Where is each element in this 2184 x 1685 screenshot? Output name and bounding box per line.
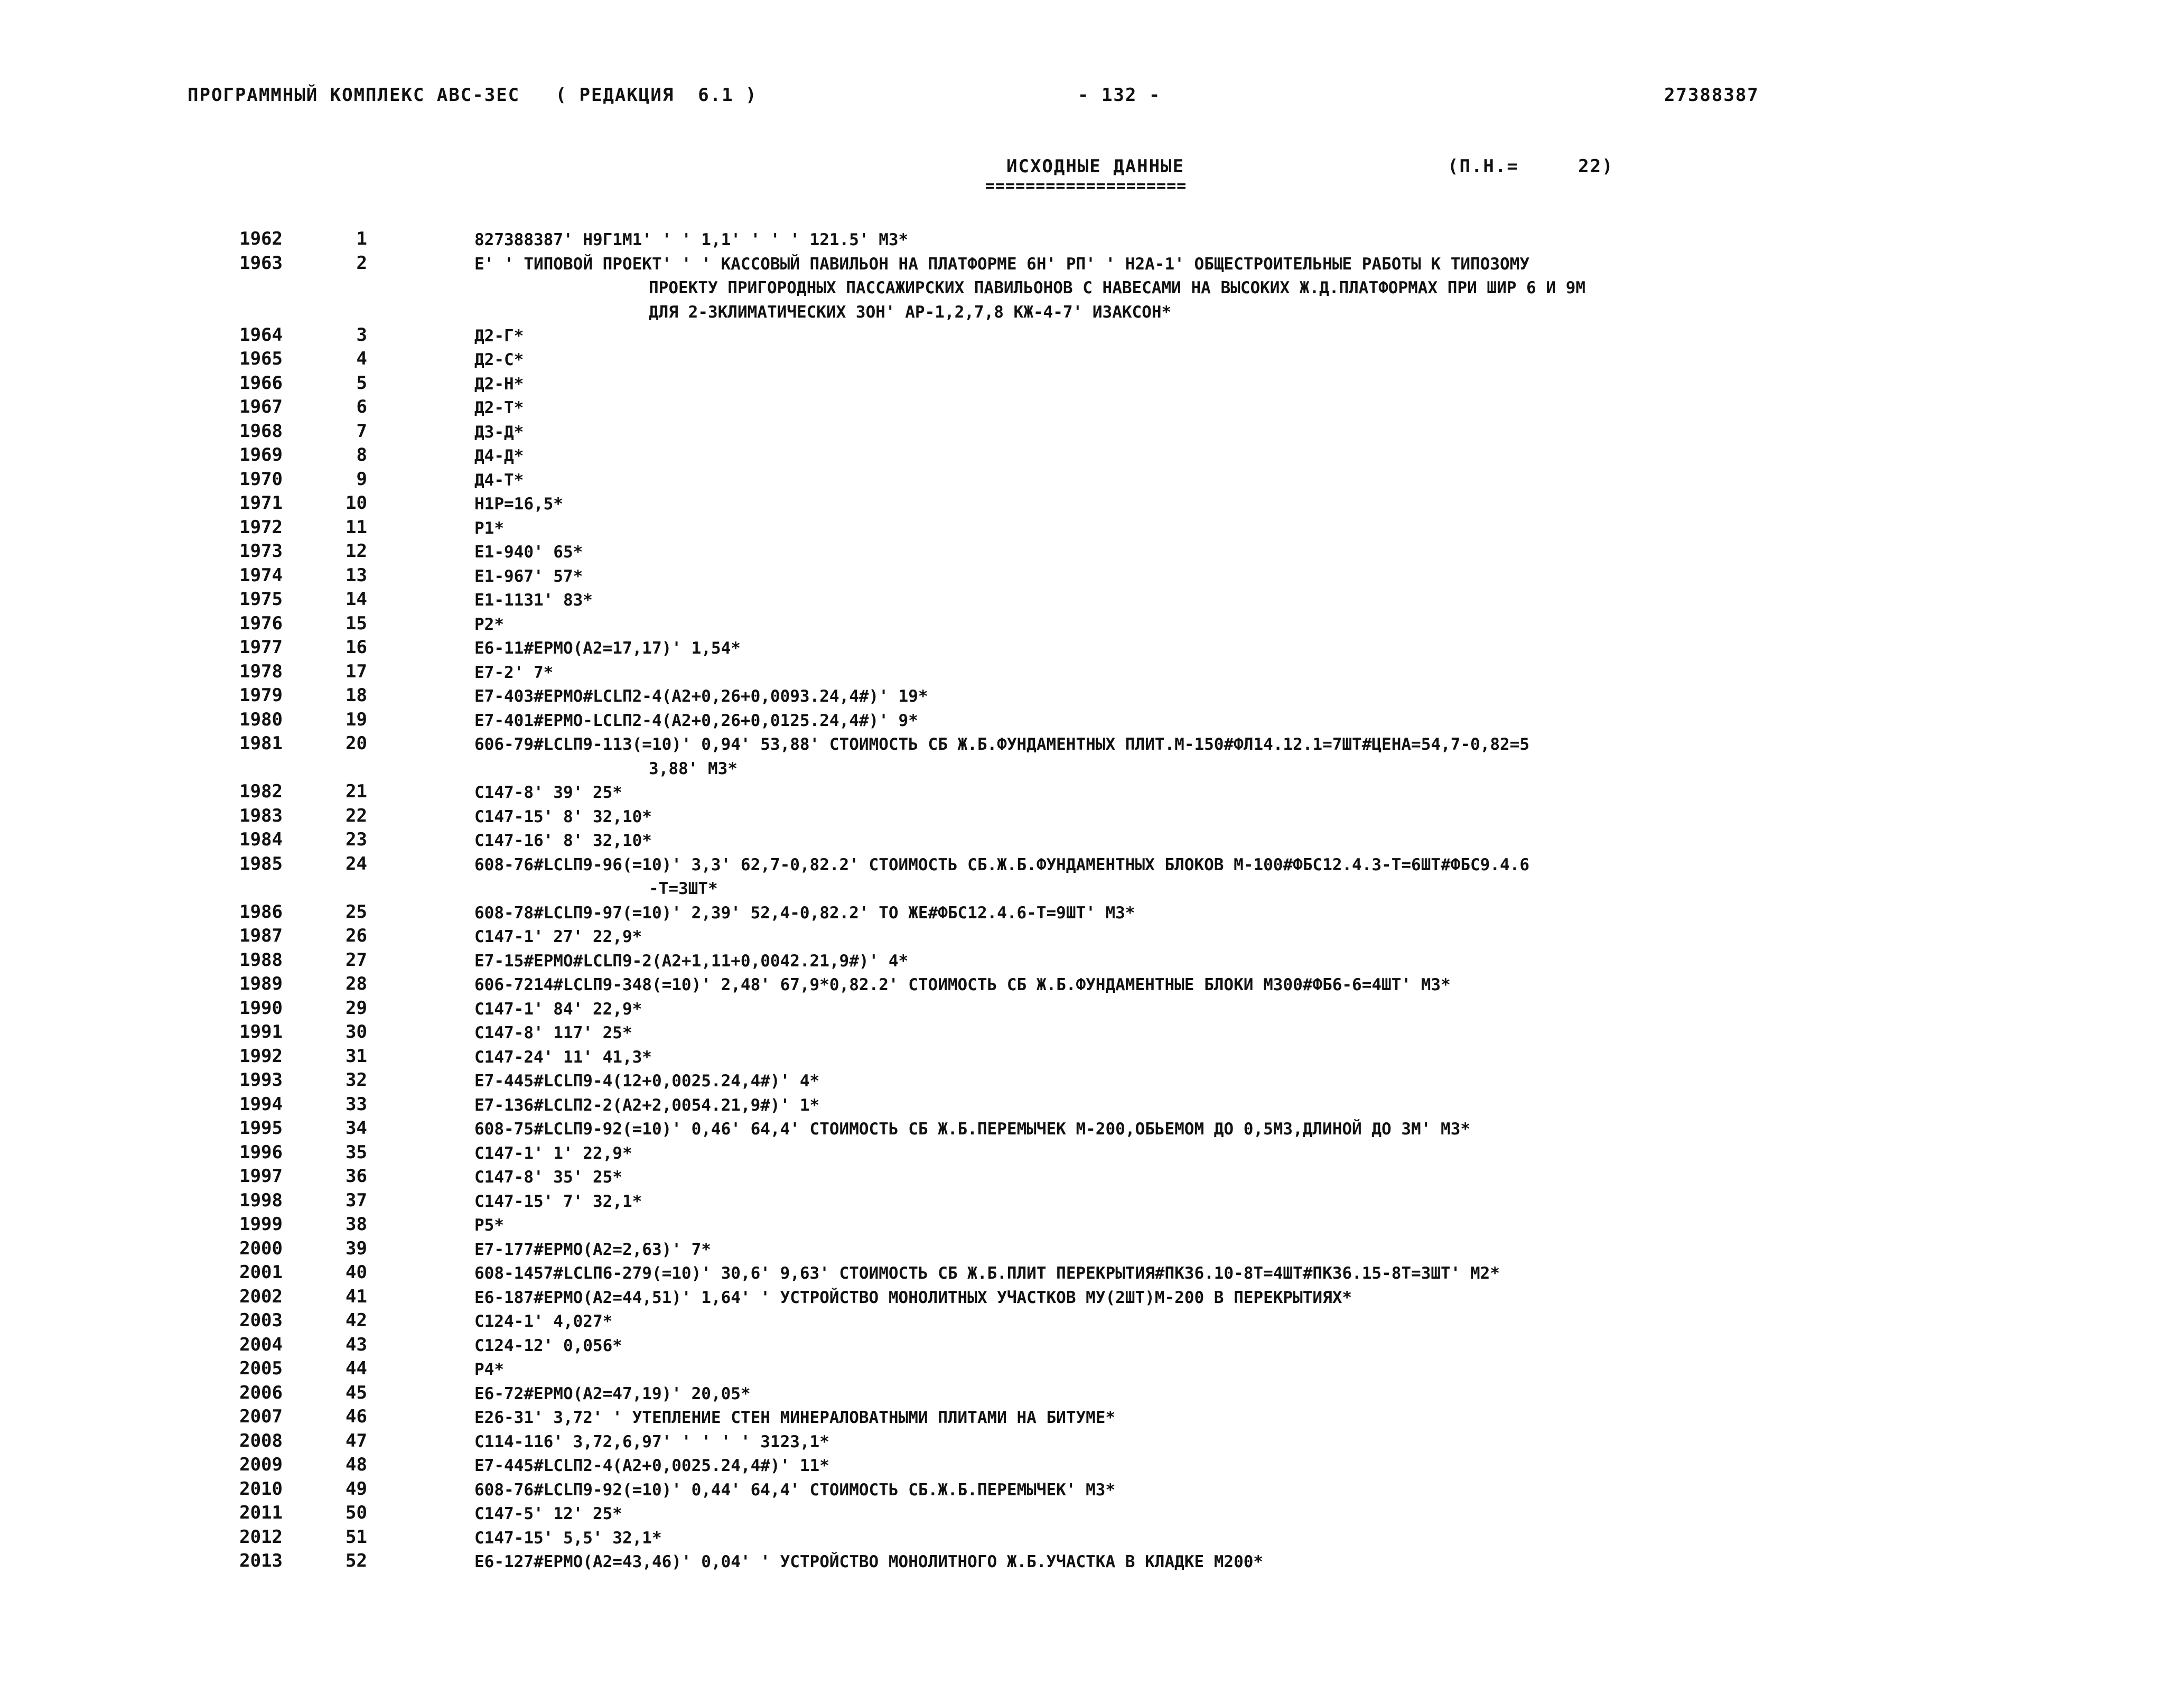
line-number: 12 bbox=[346, 541, 367, 562]
record-continuation-line: ПРОЕКТУ ПРИГОРОДНЫХ ПАССАЖИРСКИХ ПАВИЛЬОНОВ С НАВЕСАМИ НА ВЫСОКИХ Ж.Д.ПЛАТФОРМАХ ПРИ ШИР 6 И 9М bbox=[649, 278, 1586, 297]
sequence-number: 1995 bbox=[239, 1118, 283, 1139]
line-number: 4 bbox=[356, 348, 367, 369]
listing-row bbox=[0, 348, 2184, 373]
sequence-number: 2004 bbox=[239, 1334, 283, 1355]
record-text bbox=[474, 1310, 2006, 1334]
record-text bbox=[474, 541, 2006, 565]
listing-row bbox=[0, 444, 2184, 469]
line-number: 17 bbox=[346, 660, 367, 682]
record-text-line: Д2-Н* bbox=[474, 374, 524, 394]
record-text-line: Д3-Д* bbox=[474, 422, 524, 442]
line-number: 28 bbox=[346, 973, 367, 994]
record-text-line: Е1-967' 57* bbox=[474, 566, 583, 586]
record-text-line: Е7-445#LCLП2-4(А2+0,0025.24,4#)' 11* bbox=[474, 1456, 829, 1475]
line-number: 25 bbox=[346, 901, 367, 923]
line-number: 39 bbox=[346, 1237, 367, 1259]
record-text-line: С147-8' 35' 25* bbox=[474, 1168, 622, 1187]
sequence-number: 2003 bbox=[239, 1310, 283, 1331]
listing-row bbox=[0, 589, 2184, 613]
sequence-number: 1965 bbox=[239, 348, 283, 369]
line-number: 49 bbox=[346, 1478, 367, 1500]
record-text bbox=[474, 733, 2006, 781]
record-text bbox=[474, 1142, 2006, 1166]
listing-row bbox=[0, 1334, 2184, 1358]
record-text bbox=[474, 373, 2006, 397]
record-text bbox=[474, 492, 2006, 517]
record-text bbox=[474, 1262, 2006, 1286]
line-number: 29 bbox=[346, 997, 367, 1019]
listing-row bbox=[0, 805, 2184, 830]
line-number: 19 bbox=[346, 709, 367, 730]
line-number: 21 bbox=[346, 781, 367, 802]
record-text bbox=[474, 1406, 2006, 1430]
line-number: 13 bbox=[346, 564, 367, 586]
record-text bbox=[474, 829, 2006, 853]
listing-row bbox=[0, 517, 2184, 541]
listing-row bbox=[0, 1094, 2184, 1118]
sequence-number: 2012 bbox=[239, 1526, 283, 1548]
record-text bbox=[474, 565, 2006, 589]
line-number: 42 bbox=[346, 1310, 367, 1331]
listing-row bbox=[0, 1478, 2184, 1503]
listing-row bbox=[0, 1502, 2184, 1526]
sequence-number: 2010 bbox=[239, 1478, 283, 1500]
listing-row bbox=[0, 661, 2184, 685]
record-text bbox=[474, 253, 2006, 325]
data-listing bbox=[0, 228, 2184, 1575]
listing-row bbox=[0, 1214, 2184, 1238]
record-text bbox=[474, 637, 2006, 661]
line-number: 44 bbox=[346, 1358, 367, 1379]
sequence-number: 2011 bbox=[239, 1502, 283, 1523]
record-text-line: Р1* bbox=[474, 518, 504, 538]
sequence-number: 1980 bbox=[239, 709, 283, 730]
line-number: 23 bbox=[346, 829, 367, 850]
program-header: ПРОГРАММНЫЙ КОМПЛЕКС АВС-3ЕС ( РЕДАКЦИЯ 6.1 ) bbox=[188, 85, 758, 106]
sequence-number: 1987 bbox=[239, 925, 283, 946]
record-text bbox=[474, 469, 2006, 493]
record-text-line: С147-15' 8' 32,10* bbox=[474, 807, 652, 826]
sequence-number: 2007 bbox=[239, 1406, 283, 1427]
listing-row bbox=[0, 1142, 2184, 1166]
listing-row bbox=[0, 253, 2184, 324]
line-number: 10 bbox=[346, 492, 367, 514]
sequence-number: 1978 bbox=[239, 660, 283, 682]
record-text bbox=[474, 1550, 2006, 1575]
sequence-number: 2006 bbox=[239, 1382, 283, 1403]
record-text bbox=[474, 517, 2006, 541]
line-number: 40 bbox=[346, 1262, 367, 1283]
record-text-line: Р5* bbox=[474, 1216, 504, 1235]
record-text bbox=[474, 589, 2006, 613]
record-text-line: С124-12' 0,056* bbox=[474, 1336, 622, 1355]
record-text bbox=[474, 901, 2006, 926]
line-number: 36 bbox=[346, 1166, 367, 1187]
listing-row bbox=[0, 1190, 2184, 1214]
record-text-line: С147-8' 117' 25* bbox=[474, 1023, 632, 1042]
record-text-line: С147-8' 39' 25* bbox=[474, 783, 622, 802]
record-text-line: Д4-Т* bbox=[474, 470, 524, 490]
line-number: 38 bbox=[346, 1214, 367, 1235]
sequence-number: 1983 bbox=[239, 805, 283, 826]
record-text bbox=[474, 1094, 2006, 1118]
record-text-line: Е6-72#ЕРМО(А2=47,19)' 20,05* bbox=[474, 1384, 751, 1403]
sequence-number: 1967 bbox=[239, 396, 283, 417]
record-text-line: Д2-Т* bbox=[474, 398, 524, 417]
listing-row bbox=[0, 1238, 2184, 1262]
sequence-number: 1964 bbox=[239, 324, 283, 346]
section-page-counter: (П.Н.= 22) bbox=[1448, 156, 1614, 177]
record-text-line: 606-7214#LCLП9-348(=10)' 2,48' 67,9*0,82.2' СТОИМОСТЬ СБ Ж.Б.ФУНДАМЕНТНЫЕ БЛОКИ М300#ФБ6-6=4ШТ' М3* bbox=[474, 975, 1451, 994]
record-text bbox=[474, 1118, 2006, 1142]
line-number: 30 bbox=[346, 1021, 367, 1042]
record-text-line: 608-76#LCLП9-96(=10)' 3,3' 62,7-0,82.2' СТОИМОСТЬ СБ.Ж.Б.ФУНДАМЕНТНЫХ БЛОКОВ М-100#ФБС12.4.3-Т=6ШТ#ФБС9.4.6 bbox=[474, 855, 1530, 874]
listing-row bbox=[0, 1550, 2184, 1575]
listing-row bbox=[0, 228, 2184, 253]
record-text-line: Е6-187#ЕРМО(А2=44,51)' 1,64' ' УСТРОЙСТВО МОНОЛИТНЫХ УЧАСТКОВ МУ(2ШТ)М-200 В ПЕРЕКРЫТИЯХ* bbox=[474, 1288, 1352, 1307]
listing-row bbox=[0, 925, 2184, 949]
line-number: 22 bbox=[346, 805, 367, 826]
listing-row bbox=[0, 396, 2184, 421]
line-number: 5 bbox=[356, 372, 367, 394]
record-text-line: С147-5' 12' 25* bbox=[474, 1504, 622, 1523]
record-text bbox=[474, 1526, 2006, 1551]
sequence-number: 1994 bbox=[239, 1093, 283, 1115]
line-number: 52 bbox=[346, 1550, 367, 1571]
record-text bbox=[474, 324, 2006, 349]
line-number: 11 bbox=[346, 516, 367, 538]
record-text-line: Е1-940' 65* bbox=[474, 543, 583, 562]
record-text bbox=[474, 1021, 2006, 1046]
section-title-underline: ==================== bbox=[985, 177, 1187, 196]
sequence-number: 1976 bbox=[239, 612, 283, 634]
listing-row bbox=[0, 324, 2184, 349]
record-text bbox=[474, 949, 2006, 974]
record-text bbox=[474, 396, 2006, 421]
record-text bbox=[474, 1166, 2006, 1190]
listing-row bbox=[0, 1286, 2184, 1310]
record-text-line: Е7-2' 7* bbox=[474, 663, 554, 682]
sequence-number: 1998 bbox=[239, 1189, 283, 1211]
line-number: 50 bbox=[346, 1502, 367, 1523]
record-text-line: Е7-136#LCLП2-2(А2+2,0054.21,9#)' 1* bbox=[474, 1095, 820, 1115]
listing-row bbox=[0, 949, 2184, 974]
line-number: 3 bbox=[356, 324, 367, 346]
record-text bbox=[474, 1069, 2006, 1094]
line-number: 45 bbox=[346, 1382, 367, 1403]
listing-row bbox=[0, 637, 2184, 661]
record-text bbox=[474, 1286, 2006, 1310]
line-number: 6 bbox=[356, 396, 367, 417]
listing-row bbox=[0, 1021, 2184, 1046]
record-text bbox=[474, 228, 2006, 253]
sequence-number: 1977 bbox=[239, 637, 283, 658]
line-number: 35 bbox=[346, 1141, 367, 1163]
record-text-line: Е6-11#ЕРМО(А2=17,17)' 1,54* bbox=[474, 639, 741, 658]
record-text-line: Д2-Г* bbox=[474, 326, 524, 346]
line-number: 27 bbox=[346, 949, 367, 971]
sequence-number: 1988 bbox=[239, 949, 283, 971]
record-text-line: Е7-177#ЕРМО(А2=2,63)' 7* bbox=[474, 1240, 711, 1259]
record-text-line: Р4* bbox=[474, 1360, 504, 1379]
document-number: 27388387 bbox=[1664, 85, 1759, 106]
sequence-number: 1997 bbox=[239, 1166, 283, 1187]
line-number: 18 bbox=[346, 685, 367, 706]
line-number: 46 bbox=[346, 1406, 367, 1427]
record-text-line: С147-1' 1' 22,9* bbox=[474, 1143, 632, 1163]
line-number: 8 bbox=[356, 444, 367, 466]
record-continuation-line: -Т=3ШТ* bbox=[649, 879, 718, 898]
line-number: 34 bbox=[346, 1118, 367, 1139]
listing-row bbox=[0, 685, 2184, 709]
record-text bbox=[474, 613, 2006, 637]
sequence-number: 1972 bbox=[239, 516, 283, 538]
record-text-line: Е1-1131' 83* bbox=[474, 591, 593, 610]
record-continuation-line: ДЛЯ 2-3КЛИМАТИЧЕСКИХ ЗОН' АР-1,2,7,8 КЖ-4-7' ИЗАКСОН* bbox=[649, 302, 1172, 322]
record-text-line: 608-75#LCLП9-92(=10)' 0,46' 64,4' СТОИМОСТЬ СБ Ж.Б.ПЕРЕМЫЧЕК М-200,ОБЬЕМОМ ДО 0,5М3,ДЛИНОЙ ДО 3М' М3* bbox=[474, 1120, 1471, 1139]
sequence-number: 2005 bbox=[239, 1358, 283, 1379]
sequence-number: 1981 bbox=[239, 733, 283, 754]
record-text bbox=[474, 1214, 2006, 1238]
record-text-line: Е6-127#ЕРМО(А2=43,46)' 0,04' ' УСТРОЙСТВО МОНОЛИТНОГО Ж.Б.УЧАСТКА В КЛАДКЕ М200* bbox=[474, 1552, 1264, 1571]
listing-row bbox=[0, 1046, 2184, 1070]
record-continuation-line: 3,88' М3* bbox=[649, 759, 738, 778]
record-text-line: С114-116' 3,72,6,97' ' ' ' ' 3123,1* bbox=[474, 1432, 829, 1451]
line-number: 47 bbox=[346, 1430, 367, 1451]
sequence-number: 1991 bbox=[239, 1021, 283, 1042]
section-title: ИСХОДНЫЕ ДАННЫЕ bbox=[1006, 156, 1185, 177]
record-text-line: Е7-401#ЕРМО-LCLП2-4(А2+0,26+0,0125.24,4#)' 9* bbox=[474, 711, 918, 730]
listing-row bbox=[0, 709, 2184, 733]
record-text-line: С147-15' 5,5' 32,1* bbox=[474, 1528, 662, 1548]
listing-row bbox=[0, 492, 2184, 517]
sequence-number: 1993 bbox=[239, 1069, 283, 1091]
line-number: 14 bbox=[346, 589, 367, 610]
sequence-number: 1996 bbox=[239, 1141, 283, 1163]
listing-row bbox=[0, 1262, 2184, 1286]
line-number: 20 bbox=[346, 733, 367, 754]
record-text bbox=[474, 853, 2006, 901]
listing-row bbox=[0, 901, 2184, 926]
record-text bbox=[474, 685, 2006, 709]
record-text bbox=[474, 1238, 2006, 1262]
listing-row bbox=[0, 1069, 2184, 1094]
record-text bbox=[474, 1382, 2006, 1407]
listing-row bbox=[0, 1166, 2184, 1190]
sequence-number: 1999 bbox=[239, 1214, 283, 1235]
sequence-number: 2008 bbox=[239, 1430, 283, 1451]
record-text-line: С147-15' 7' 32,1* bbox=[474, 1191, 642, 1211]
record-text bbox=[474, 1190, 2006, 1214]
listing-row bbox=[0, 469, 2184, 493]
record-text bbox=[474, 973, 2006, 998]
record-text bbox=[474, 781, 2006, 805]
record-text-line: 606-79#LCLП9-113(=10)' 0,94' 53,88' СТОИМОСТЬ СБ Ж.Б.ФУНДАМЕНТНЫХ ПЛИТ.М-150#ФЛ14.12.1=7ШТ#ЦЕНА=54,7-0,82=5 bbox=[474, 735, 1530, 754]
sequence-number: 2000 bbox=[239, 1237, 283, 1259]
record-text bbox=[474, 1502, 2006, 1526]
line-number: 24 bbox=[346, 853, 367, 874]
record-text bbox=[474, 1478, 2006, 1503]
listing-row bbox=[0, 1526, 2184, 1551]
sequence-number: 2002 bbox=[239, 1286, 283, 1307]
record-text bbox=[474, 1046, 2006, 1070]
line-number: 32 bbox=[346, 1069, 367, 1091]
listing-row bbox=[0, 373, 2184, 397]
record-text-line: 608-78#LCLП9-97(=10)' 2,39' 52,4-0,82.2' ТО ЖЕ#ФБС12.4.6-Т=9ШТ' М3* bbox=[474, 903, 1135, 923]
line-number: 9 bbox=[356, 468, 367, 490]
record-text-line: С147-1' 84' 22,9* bbox=[474, 999, 642, 1019]
listing-row bbox=[0, 1406, 2184, 1430]
listing-row bbox=[0, 733, 2184, 781]
record-text bbox=[474, 805, 2006, 830]
record-text bbox=[474, 661, 2006, 685]
listing-row bbox=[0, 1454, 2184, 1478]
listing-row bbox=[0, 421, 2184, 445]
page-number: - 132 - bbox=[1078, 85, 1161, 106]
sequence-number: 2001 bbox=[239, 1262, 283, 1283]
record-text-line: Р2* bbox=[474, 615, 504, 634]
sequence-number: 1966 bbox=[239, 372, 283, 394]
record-text-line: Д4-Д* bbox=[474, 446, 524, 466]
record-text bbox=[474, 1358, 2006, 1382]
sequence-number: 1968 bbox=[239, 420, 283, 442]
record-text-line: 608-1457#LCLП6-279(=10)' 30,6' 9,63' СТОИМОСТЬ СБ Ж.Б.ПЛИТ ПЕРЕКРЫТИЯ#ПК36.10-8Т=4ШТ#ПК36.15-8Т=3ШТ' М2* bbox=[474, 1264, 1500, 1283]
line-number: 1 bbox=[356, 228, 367, 249]
listing-row bbox=[0, 1382, 2184, 1407]
record-text-line: Е7-445#LCLП9-4(12+0,0025.24,4#)' 4* bbox=[474, 1072, 820, 1091]
listing-row bbox=[0, 998, 2184, 1022]
listing-row bbox=[0, 541, 2184, 565]
listing-row bbox=[0, 1358, 2184, 1382]
record-text-line: 827388387' Н9Г1М1' ' ' 1,1' ' ' ' 121.5' М3* bbox=[474, 230, 909, 249]
listing-row bbox=[0, 1310, 2184, 1334]
record-text bbox=[474, 1430, 2006, 1455]
sequence-number: 1970 bbox=[239, 468, 283, 490]
line-number: 31 bbox=[346, 1045, 367, 1067]
record-text bbox=[474, 709, 2006, 733]
listing-row bbox=[0, 613, 2184, 637]
sequence-number: 2013 bbox=[239, 1550, 283, 1571]
record-text-line: Д2-С* bbox=[474, 350, 524, 369]
listing-row bbox=[0, 829, 2184, 853]
listing-row bbox=[0, 781, 2184, 805]
line-number: 33 bbox=[346, 1093, 367, 1115]
listing-row bbox=[0, 973, 2184, 998]
sequence-number: 1985 bbox=[239, 853, 283, 874]
line-number: 51 bbox=[346, 1526, 367, 1548]
record-text-line: С147-16' 8' 32,10* bbox=[474, 831, 652, 850]
record-text bbox=[474, 925, 2006, 949]
sequence-number: 1986 bbox=[239, 901, 283, 923]
listing-row bbox=[0, 853, 2184, 901]
sequence-number: 1969 bbox=[239, 444, 283, 466]
record-text bbox=[474, 348, 2006, 373]
line-number: 26 bbox=[346, 925, 367, 946]
record-text-line: Е26-31' 3,72' ' УТЕПЛЕНИЕ СТЕН МИНЕРАЛОВАТНЫМИ ПЛИТАМИ НА БИТУМЕ* bbox=[474, 1408, 1116, 1427]
sequence-number: 1990 bbox=[239, 997, 283, 1019]
sequence-number: 1989 bbox=[239, 973, 283, 994]
sequence-number: 1974 bbox=[239, 564, 283, 586]
record-text-line: 608-76#LCLП9-92(=10)' 0,44' 64,4' СТОИМОСТЬ СБ.Ж.Б.ПЕРЕМЫЧЕК' М3* bbox=[474, 1480, 1116, 1500]
sequence-number: 1979 bbox=[239, 685, 283, 706]
record-text-line: Е' ' ТИПОВОЙ ПРОЕКТ' ' ' КАССОВЫЙ ПАВИЛЬОН НА ПЛАТФОРМЕ 6Н' РП' ' Н2А-1' ОБЩЕСТРОИТЕЛЬНЫЕ РАБОТЫ К ТИПОЗОМУ bbox=[474, 254, 1530, 274]
record-text-line: С124-1' 4,027* bbox=[474, 1312, 613, 1331]
sequence-number: 1982 bbox=[239, 781, 283, 802]
record-text-line: С147-1' 27' 22,9* bbox=[474, 927, 642, 946]
line-number: 2 bbox=[356, 252, 367, 274]
record-text-line: Е7-403#ЕРМО#LCLП2-4(А2+0,26+0,0093.24,4#)' 19* bbox=[474, 687, 928, 706]
listing-row bbox=[0, 1430, 2184, 1455]
sequence-number: 1971 bbox=[239, 492, 283, 514]
record-text bbox=[474, 444, 2006, 469]
listing-row bbox=[0, 565, 2184, 589]
listing-row bbox=[0, 1118, 2184, 1142]
record-text bbox=[474, 1334, 2006, 1358]
sequence-number: 1975 bbox=[239, 589, 283, 610]
line-number: 16 bbox=[346, 637, 367, 658]
sequence-number: 1962 bbox=[239, 228, 283, 249]
line-number: 37 bbox=[346, 1189, 367, 1211]
line-number: 7 bbox=[356, 420, 367, 442]
record-text bbox=[474, 1454, 2006, 1478]
sequence-number: 1992 bbox=[239, 1045, 283, 1067]
line-number: 43 bbox=[346, 1334, 367, 1355]
sequence-number: 1984 bbox=[239, 829, 283, 850]
record-text-line: Н1Р=16,5* bbox=[474, 495, 563, 514]
sequence-number: 1963 bbox=[239, 252, 283, 274]
line-number: 41 bbox=[346, 1286, 367, 1307]
line-number: 15 bbox=[346, 612, 367, 634]
record-text-line: С147-24' 11' 41,3* bbox=[474, 1047, 652, 1067]
sequence-number: 2009 bbox=[239, 1454, 283, 1475]
line-number: 48 bbox=[346, 1454, 367, 1475]
record-text bbox=[474, 421, 2006, 445]
record-text bbox=[474, 998, 2006, 1022]
record-text-line: Е7-15#ЕРМО#LCLП9-2(А2+1,11+0,0042.21,9#)' 4* bbox=[474, 951, 909, 971]
sequence-number: 1973 bbox=[239, 541, 283, 562]
